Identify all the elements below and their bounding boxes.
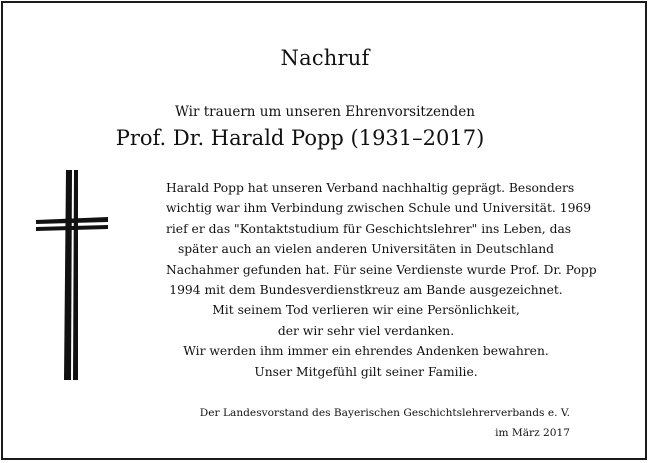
body-line: 1994 mit dem Bundesverdienstkreuz am Bande ausgezeichnet. [169, 283, 563, 298]
intro-text: Wir trauern um unseren Ehrenvorsitzenden [175, 104, 475, 120]
signature-block [120, 403, 570, 443]
signature-date: im März 2017 [495, 427, 570, 439]
obituary-body [166, 178, 597, 382]
body-line: Wir werden ihm immer ein ehrendes Andenken bewahren. [183, 344, 549, 359]
body-line: Mit seinem Tod verlieren wir eine Persönlichkeit, [212, 303, 520, 318]
page-title: Nachruf [280, 46, 370, 70]
deceased-name: Prof. Dr. Harald Popp (1931–2017) [115, 126, 485, 150]
cross-icon [36, 170, 108, 380]
body-line: rief er das "Kontaktstudium für Geschichtslehrer" ins Leben, das [166, 221, 572, 236]
body-line: Unser Mitgefühl gilt seiner Familie. [254, 364, 478, 379]
body-line: Harald Popp hat unseren Verband nachhaltig geprägt. Besonders [166, 181, 575, 195]
body-line: wichtig war ihm Verbindung zwischen Schule und Universität. 1969 [166, 201, 592, 216]
body-line: später auch an vielen anderen Universitäten in Deutschland [177, 242, 555, 257]
signature-organization: Der Landesvorstand des Bayerischen Geschichtslehrerverbands e. V. [199, 407, 570, 419]
body-line: Nachahmer gefunden hat. Für seine Verdienste wurde Prof. Dr. Popp [166, 262, 597, 277]
body-line: der wir sehr viel verdanken. [277, 323, 455, 338]
